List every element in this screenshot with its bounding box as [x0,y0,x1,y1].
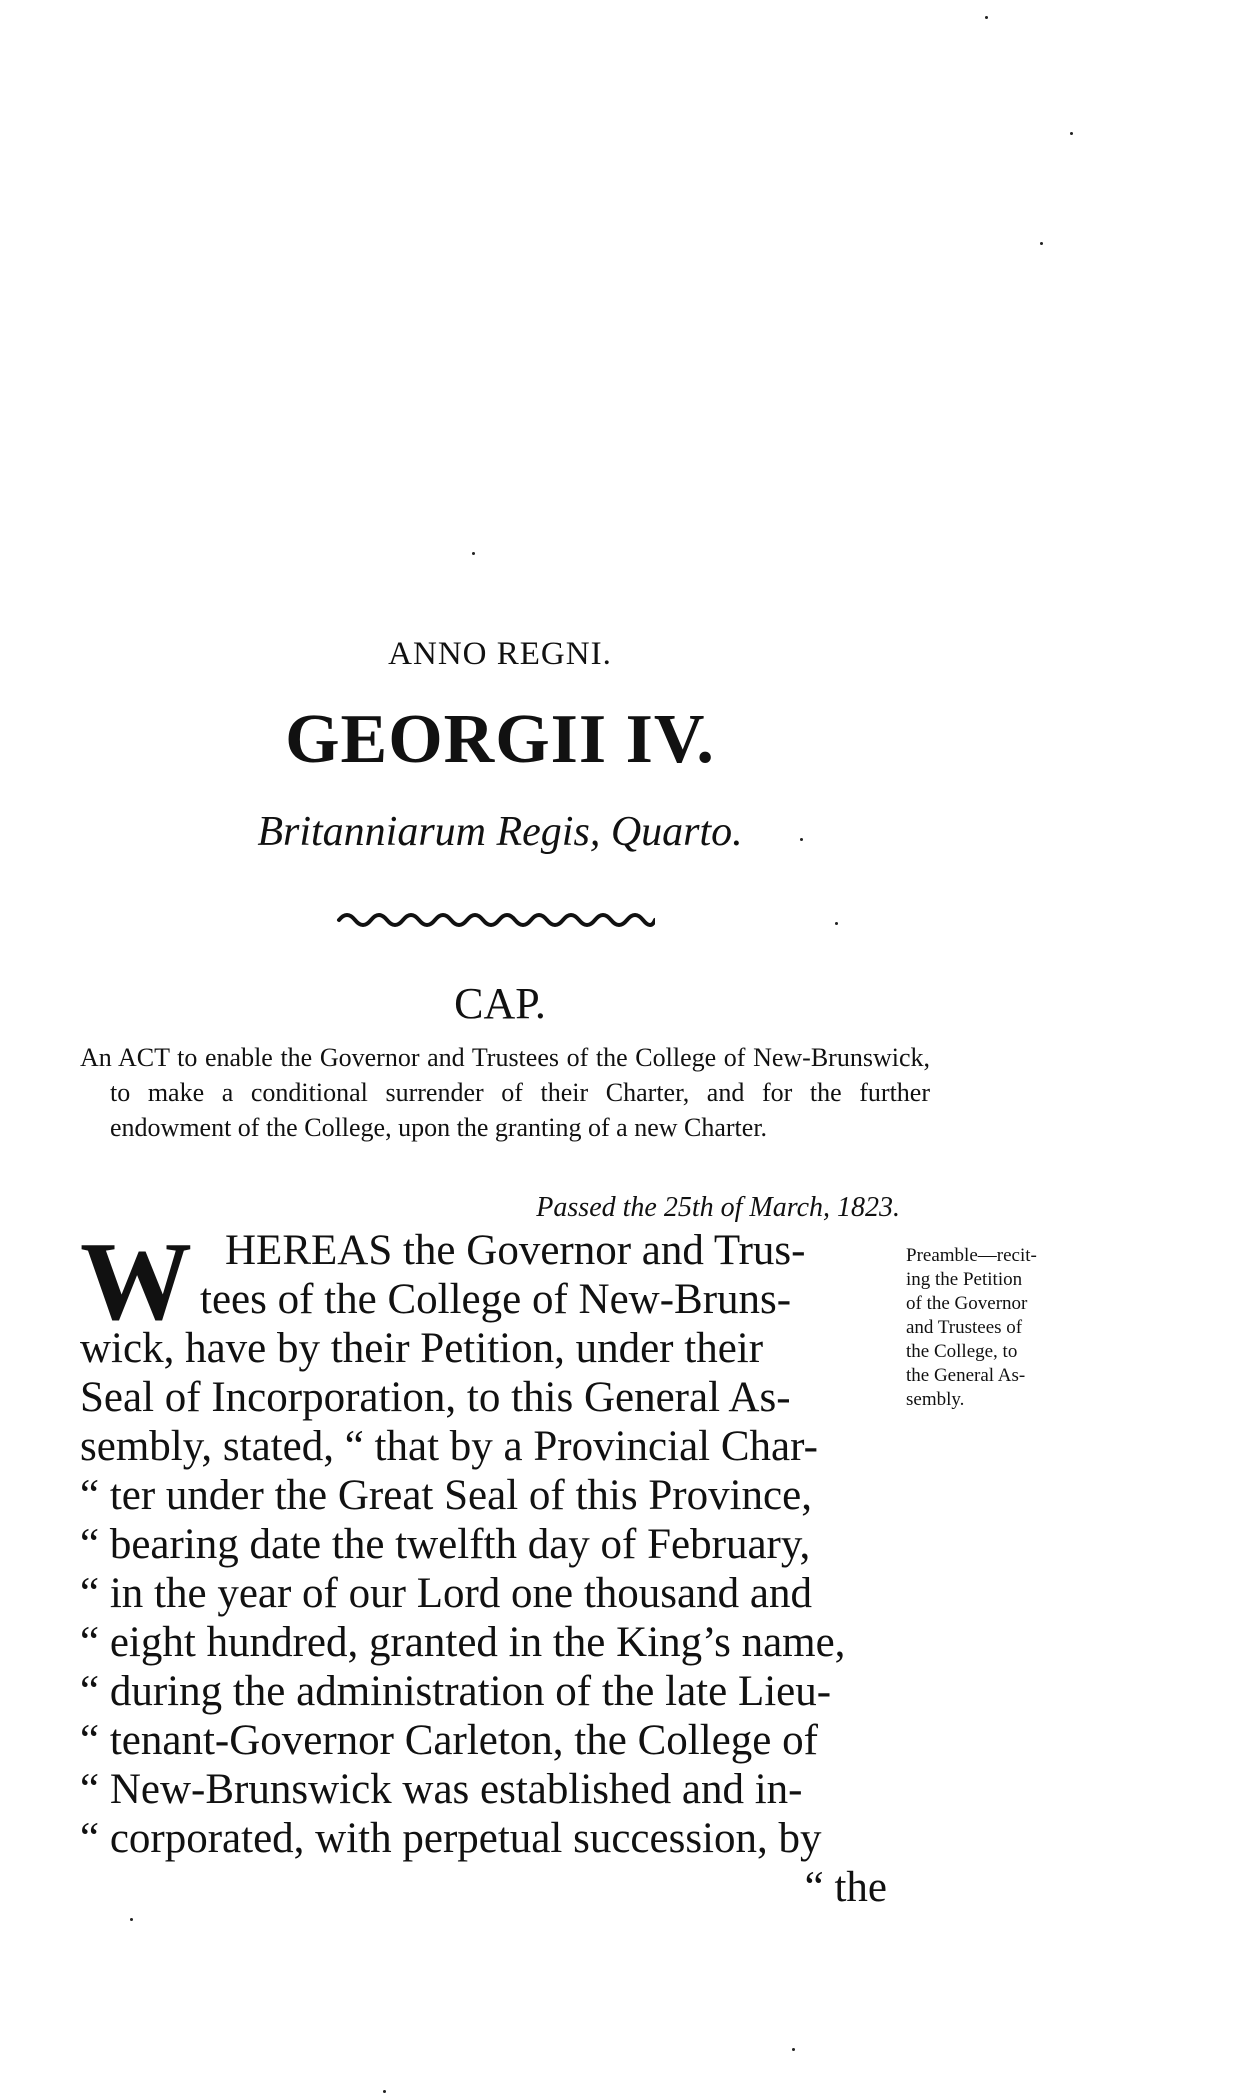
margin-note-line: and Trustees of [906,1317,1023,1338]
margin-note-line: ing the Petition [906,1269,1023,1290]
body-line: “ in the year of our Lord one thousand and [80,1570,812,1617]
scan-speck [130,1918,133,1921]
body-line: sembly, stated, “ that by a Provincial Char- [80,1423,818,1470]
margin-note-line: of the Governor [906,1293,1028,1314]
margin-note-line: Preamble—recit- [906,1245,1037,1266]
ornament-rule [335,906,655,930]
scan-speck [985,16,988,19]
scan-speck [1040,242,1043,245]
body-line: wick, have by their Petition, under their [80,1325,764,1372]
margin-note-line: the General As- [906,1365,1026,1386]
passed-date: Passed the 25th of March, 1823. [536,1192,900,1223]
body-line: tees of the College of New-Bruns- [200,1276,792,1323]
scan-speck [1070,132,1073,135]
georgii-heading: GEORGII IV. [285,701,715,778]
body-line: “ bearing date the twelfth day of February, [80,1521,811,1568]
margin-note-line: the College, to [906,1341,1018,1362]
margin-note-line: sembly. [906,1389,965,1410]
body-line: “ eight hundred, granted in the King’s name, [80,1619,846,1666]
scan-speck [472,552,475,555]
drop-cap: W [80,1220,192,1344]
britanniarum-subheading: Britanniarum Regis, Quarto. [257,809,743,855]
body-line: “ during the administration of the late Lieu- [80,1668,832,1715]
body-line: “ ter under the Great Seal of this Province, [80,1472,812,1519]
cap-heading: CAP. [454,979,546,1028]
body-line: “ corporated, with perpetual succession, by [80,1815,822,1862]
scan-speck [792,2048,795,2051]
body-line: HEREAS the Governor and Trus- [225,1227,806,1274]
catchword: “ the [804,1864,887,1911]
body-line: “ New-Brunswick was established and in- [80,1766,803,1813]
body-line: Seal of Incorporation, to this General As- [80,1374,791,1421]
scan-speck [835,922,838,925]
body-line: “ tenant-Governor Carleton, the College of [80,1717,818,1764]
margin-note [906,1244,1091,1412]
act-body-text [80,1220,895,1912]
act-title: An ACT to enable the Governor and Trustees of the College of New-Brunswick, to make a conditional surrender of their Charter, and for the further endowment of the College, upon the granting of a new Charter. [80,1043,930,1142]
anno-regni-heading: ANNO REGNI. [388,636,612,672]
scan-speck [383,2090,386,2093]
